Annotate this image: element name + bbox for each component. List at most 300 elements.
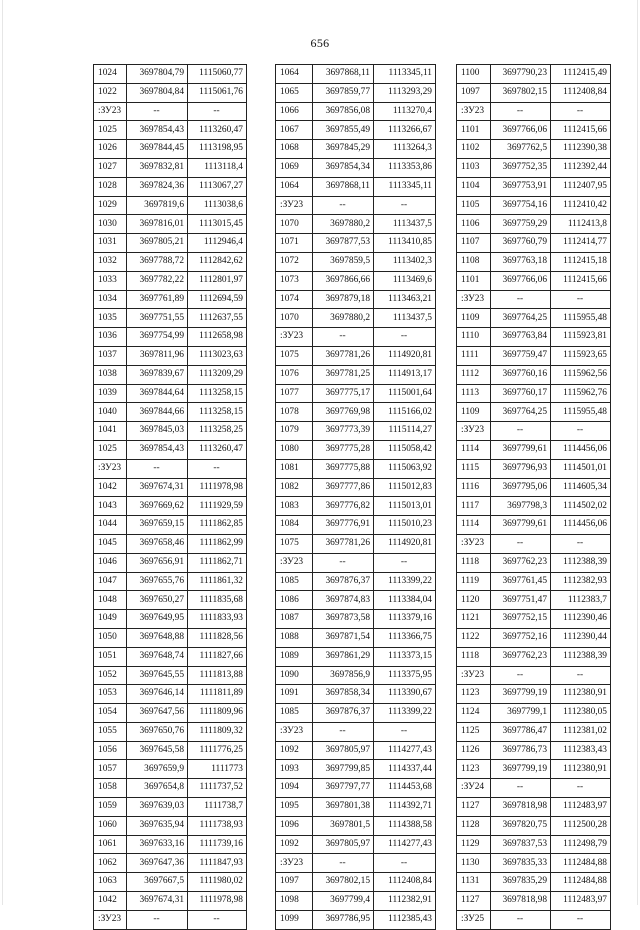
- table-row: [457, 234, 611, 253]
- x-coordinate-cell: 3697759,29: [491, 215, 551, 234]
- y-coordinate-cell: 1112390,44: [551, 628, 611, 647]
- point-number-cell: 1130: [457, 854, 491, 873]
- table-row: [94, 779, 247, 798]
- y-coordinate-cell: 1115010,23: [374, 516, 436, 535]
- y-coordinate-cell: 1113379,16: [374, 610, 436, 629]
- point-number-cell: 1045: [94, 534, 127, 553]
- table-row: [276, 121, 436, 140]
- table-row: [94, 158, 247, 177]
- point-number-cell: :ЗУ23: [457, 422, 491, 441]
- x-coordinate-cell: 3697760,17: [491, 384, 551, 403]
- x-coordinate-cell: 3697799,19: [491, 760, 551, 779]
- point-number-cell: 1123: [457, 685, 491, 704]
- table-row: [276, 628, 436, 647]
- y-coordinate-cell: 1113258,15: [188, 403, 247, 422]
- y-coordinate-cell: 1111737,52: [188, 779, 247, 798]
- point-number-cell: 1071: [276, 234, 313, 253]
- table-row: [94, 384, 247, 403]
- y-coordinate-cell: 1115955,48: [551, 403, 611, 422]
- x-coordinate-cell: 3697786,95: [313, 910, 374, 929]
- point-number-cell: 1086: [276, 591, 313, 610]
- y-coordinate-cell: 1112801,97: [188, 271, 247, 290]
- y-coordinate-cell: 1111738,7: [188, 798, 247, 817]
- table-row: [457, 760, 611, 779]
- y-coordinate-cell: 1115001,64: [374, 384, 436, 403]
- x-coordinate-cell: 3697866,66: [313, 271, 374, 290]
- x-coordinate-cell: 3697868,11: [313, 65, 374, 84]
- table-row: [457, 610, 611, 629]
- x-coordinate-cell: --: [491, 666, 551, 685]
- x-coordinate-cell: 3697818,98: [491, 892, 551, 911]
- x-coordinate-cell: 3697769,98: [313, 403, 374, 422]
- x-coordinate-cell: 3697855,49: [313, 121, 374, 140]
- y-coordinate-cell: --: [374, 553, 436, 572]
- table-row: [457, 384, 611, 403]
- y-coordinate-cell: 1113260,47: [188, 121, 247, 140]
- x-coordinate-cell: 3697761,45: [491, 572, 551, 591]
- point-number-cell: 1101: [457, 271, 491, 290]
- x-coordinate-cell: --: [491, 910, 551, 929]
- point-number-cell: 1109: [457, 403, 491, 422]
- x-coordinate-cell: 3697871,54: [313, 628, 374, 647]
- point-number-cell: :ЗУ23: [457, 102, 491, 121]
- table-row: [94, 478, 247, 497]
- table-row: [276, 760, 436, 779]
- point-number-cell: 1115: [457, 459, 491, 478]
- x-coordinate-cell: 3697659,9: [127, 760, 188, 779]
- point-number-cell: 1062: [94, 854, 127, 873]
- x-coordinate-cell: --: [313, 328, 374, 347]
- table-row: [276, 798, 436, 817]
- point-number-cell: 1041: [94, 422, 127, 441]
- y-coordinate-cell: 1112407,95: [551, 177, 611, 196]
- table-row: [94, 83, 247, 102]
- point-number-cell: 1121: [457, 610, 491, 629]
- table-row: [457, 140, 611, 159]
- x-coordinate-cell: 3697835,29: [491, 873, 551, 892]
- point-number-cell: 1066: [276, 102, 313, 121]
- point-number-cell: 1118: [457, 647, 491, 666]
- x-coordinate-cell: 3697647,36: [127, 854, 188, 873]
- coordinates-table-1: [93, 64, 247, 930]
- point-number-cell: 1097: [276, 873, 313, 892]
- y-coordinate-cell: 1114337,44: [374, 760, 436, 779]
- x-coordinate-cell: 3697773,39: [313, 422, 374, 441]
- x-coordinate-cell: --: [313, 196, 374, 215]
- x-coordinate-cell: 3697839,67: [127, 365, 188, 384]
- x-coordinate-cell: 3697858,34: [313, 685, 374, 704]
- table-row: [94, 290, 247, 309]
- y-coordinate-cell: --: [374, 722, 436, 741]
- y-coordinate-cell: 1114605,34: [551, 478, 611, 497]
- y-coordinate-cell: 1113293,29: [374, 83, 436, 102]
- table-row: [276, 816, 436, 835]
- y-coordinate-cell: 1111776,25: [188, 741, 247, 760]
- y-coordinate-cell: 1113345,11: [374, 177, 436, 196]
- table-row: [457, 873, 611, 892]
- table-row: [457, 290, 611, 309]
- point-number-cell: :ЗУ23: [457, 290, 491, 309]
- y-coordinate-cell: 1113345,11: [374, 65, 436, 84]
- table-row: [276, 666, 436, 685]
- page-edge-right: [637, 0, 638, 905]
- x-coordinate-cell: 3697880,2: [313, 309, 374, 328]
- table-row: [94, 647, 247, 666]
- y-coordinate-cell: 1111978,98: [188, 892, 247, 911]
- x-coordinate-cell: 3697674,31: [127, 478, 188, 497]
- coordinates-table-3: [456, 64, 611, 930]
- table-row: [94, 798, 247, 817]
- point-number-cell: 1090: [276, 666, 313, 685]
- table-row: [94, 234, 247, 253]
- table-row: [94, 835, 247, 854]
- y-coordinate-cell: 1112390,38: [551, 140, 611, 159]
- x-coordinate-cell: 3697879,18: [313, 290, 374, 309]
- table-row: [457, 666, 611, 685]
- table-row: [276, 854, 436, 873]
- x-coordinate-cell: 3697802,15: [491, 83, 551, 102]
- point-number-cell: :ЗУ23: [276, 328, 313, 347]
- y-coordinate-cell: --: [551, 910, 611, 929]
- point-number-cell: 1092: [276, 741, 313, 760]
- x-coordinate-cell: 3697861,29: [313, 647, 374, 666]
- point-number-cell: 1040: [94, 403, 127, 422]
- y-coordinate-cell: 1112408,84: [374, 873, 436, 892]
- y-coordinate-cell: --: [551, 422, 611, 441]
- x-coordinate-cell: 3697824,36: [127, 177, 188, 196]
- y-coordinate-cell: 1114501,01: [551, 459, 611, 478]
- point-number-cell: 1047: [94, 572, 127, 591]
- y-coordinate-cell: 1113209,29: [188, 365, 247, 384]
- table-row: [94, 591, 247, 610]
- point-number-cell: 1093: [276, 760, 313, 779]
- point-number-cell: 1131: [457, 873, 491, 892]
- point-number-cell: 1098: [276, 892, 313, 911]
- x-coordinate-cell: 3697763,84: [491, 328, 551, 347]
- table-row: [94, 140, 247, 159]
- point-number-cell: 1107: [457, 234, 491, 253]
- x-coordinate-cell: 3697832,81: [127, 158, 188, 177]
- y-coordinate-cell: 1114456,06: [551, 516, 611, 535]
- point-number-cell: 1089: [276, 647, 313, 666]
- point-number-cell: 1096: [276, 816, 313, 835]
- point-number-cell: 1114: [457, 440, 491, 459]
- table-row: [276, 704, 436, 723]
- x-coordinate-cell: --: [491, 779, 551, 798]
- x-coordinate-cell: 3697799,61: [491, 440, 551, 459]
- table-row: [276, 534, 436, 553]
- point-number-cell: 1025: [94, 440, 127, 459]
- x-coordinate-cell: 3697790,23: [491, 65, 551, 84]
- y-coordinate-cell: 1112415,18: [551, 252, 611, 271]
- point-number-cell: 1126: [457, 741, 491, 760]
- x-coordinate-cell: --: [313, 553, 374, 572]
- y-coordinate-cell: --: [551, 290, 611, 309]
- table-row: [457, 591, 611, 610]
- y-coordinate-cell: 1115923,65: [551, 346, 611, 365]
- point-number-cell: 1108: [457, 252, 491, 271]
- point-number-cell: 1091: [276, 685, 313, 704]
- y-coordinate-cell: 1113366,75: [374, 628, 436, 647]
- x-coordinate-cell: 3697751,47: [491, 591, 551, 610]
- x-coordinate-cell: --: [313, 722, 374, 741]
- point-number-cell: 1034: [94, 290, 127, 309]
- y-coordinate-cell: 1115166,02: [374, 403, 436, 422]
- y-coordinate-cell: 1112484,88: [551, 873, 611, 892]
- x-coordinate-cell: 3697816,01: [127, 215, 188, 234]
- y-coordinate-cell: 1113373,15: [374, 647, 436, 666]
- table-row: [276, 647, 436, 666]
- y-coordinate-cell: 1113118,4: [188, 158, 247, 177]
- point-number-cell: 1024: [94, 65, 127, 84]
- table-row: [94, 215, 247, 234]
- point-number-cell: 1033: [94, 271, 127, 290]
- point-number-cell: 1030: [94, 215, 127, 234]
- x-coordinate-cell: 3697655,76: [127, 572, 188, 591]
- y-coordinate-cell: 1111813,88: [188, 666, 247, 685]
- table-row: [276, 234, 436, 253]
- y-coordinate-cell: --: [551, 534, 611, 553]
- point-number-cell: 1129: [457, 835, 491, 854]
- table-row: [276, 422, 436, 441]
- point-number-cell: 1068: [276, 140, 313, 159]
- x-coordinate-cell: 3697753,91: [491, 177, 551, 196]
- x-coordinate-cell: 3697776,82: [313, 497, 374, 516]
- y-coordinate-cell: 1113258,25: [188, 422, 247, 441]
- y-coordinate-cell: 1114456,06: [551, 440, 611, 459]
- point-number-cell: 1110: [457, 328, 491, 347]
- x-coordinate-cell: 3697845,03: [127, 422, 188, 441]
- table-row: [276, 158, 436, 177]
- table-row: [94, 892, 247, 911]
- x-coordinate-cell: 3697752,35: [491, 158, 551, 177]
- table-row: [94, 328, 247, 347]
- x-coordinate-cell: 3697820,75: [491, 816, 551, 835]
- table-row: [276, 741, 436, 760]
- point-number-cell: 1104: [457, 177, 491, 196]
- point-number-cell: 1060: [94, 816, 127, 835]
- table-row: [94, 873, 247, 892]
- x-coordinate-cell: 3697658,46: [127, 534, 188, 553]
- table-row: [457, 647, 611, 666]
- table-row: [457, 102, 611, 121]
- y-coordinate-cell: 1111809,96: [188, 704, 247, 723]
- point-number-cell: :ЗУ23: [457, 534, 491, 553]
- table-row: [457, 83, 611, 102]
- x-coordinate-cell: 3697795,06: [491, 478, 551, 497]
- table-row: [276, 685, 436, 704]
- point-number-cell: 1116: [457, 478, 491, 497]
- x-coordinate-cell: 3697876,37: [313, 704, 374, 723]
- table-row: [276, 873, 436, 892]
- x-coordinate-cell: 3697854,43: [127, 121, 188, 140]
- y-coordinate-cell: 1113266,67: [374, 121, 436, 140]
- point-number-cell: :ЗУ24: [457, 779, 491, 798]
- x-coordinate-cell: --: [127, 459, 188, 478]
- table-row: [276, 83, 436, 102]
- y-coordinate-cell: 1113258,15: [188, 384, 247, 403]
- table-row: [276, 459, 436, 478]
- table-row: [276, 892, 436, 911]
- x-coordinate-cell: 3697764,25: [491, 309, 551, 328]
- point-number-cell: :ЗУ23: [94, 102, 127, 121]
- x-coordinate-cell: 3697799,85: [313, 760, 374, 779]
- y-coordinate-cell: 1113270,4: [374, 102, 436, 121]
- table-row: [94, 121, 247, 140]
- coordinates-table-2: [275, 64, 436, 930]
- y-coordinate-cell: 1115061,76: [188, 83, 247, 102]
- y-coordinate-cell: 1112946,4: [188, 234, 247, 253]
- x-coordinate-cell: 3697645,55: [127, 666, 188, 685]
- point-number-cell: 1064: [276, 65, 313, 84]
- y-coordinate-cell: 1115060,77: [188, 65, 247, 84]
- y-coordinate-cell: 1113264,3: [374, 140, 436, 159]
- table-row: [457, 346, 611, 365]
- table-row: [276, 346, 436, 365]
- x-coordinate-cell: 3697760,79: [491, 234, 551, 253]
- x-coordinate-cell: 3697648,74: [127, 647, 188, 666]
- x-coordinate-cell: 3697802,15: [313, 873, 374, 892]
- point-number-cell: 1084: [276, 516, 313, 535]
- y-coordinate-cell: --: [374, 196, 436, 215]
- table-row: [457, 65, 611, 84]
- table-row: [94, 440, 247, 459]
- y-coordinate-cell: 1115962,56: [551, 365, 611, 384]
- point-number-cell: 1059: [94, 798, 127, 817]
- table-row: [94, 516, 247, 535]
- point-number-cell: 1114: [457, 516, 491, 535]
- point-number-cell: 1119: [457, 572, 491, 591]
- y-coordinate-cell: 1111835,68: [188, 591, 247, 610]
- y-coordinate-cell: 1112415,49: [551, 65, 611, 84]
- y-coordinate-cell: 1112410,42: [551, 196, 611, 215]
- y-coordinate-cell: 1113384,04: [374, 591, 436, 610]
- x-coordinate-cell: 3697805,97: [313, 835, 374, 854]
- y-coordinate-cell: 1111861,32: [188, 572, 247, 591]
- table-row: [276, 196, 436, 215]
- point-number-cell: 1054: [94, 704, 127, 723]
- point-number-cell: 1077: [276, 384, 313, 403]
- point-number-cell: 1100: [457, 65, 491, 84]
- x-coordinate-cell: --: [127, 910, 188, 929]
- x-coordinate-cell: 3697844,45: [127, 140, 188, 159]
- x-coordinate-cell: 3697754,16: [491, 196, 551, 215]
- point-number-cell: 1067: [276, 121, 313, 140]
- x-coordinate-cell: 3697844,64: [127, 384, 188, 403]
- y-coordinate-cell: 1112388,39: [551, 647, 611, 666]
- x-coordinate-cell: 3697844,66: [127, 403, 188, 422]
- x-coordinate-cell: 3697799,1: [491, 704, 551, 723]
- table-row: [457, 553, 611, 572]
- x-coordinate-cell: 3697752,16: [491, 628, 551, 647]
- y-coordinate-cell: 1112413,8: [551, 215, 611, 234]
- table-row: [94, 252, 247, 271]
- table-row: [276, 65, 436, 84]
- x-coordinate-cell: 3697856,08: [313, 102, 374, 121]
- point-number-cell: 1085: [276, 572, 313, 591]
- y-coordinate-cell: 1112415,66: [551, 121, 611, 140]
- y-coordinate-cell: 1112385,43: [374, 910, 436, 929]
- point-number-cell: 1043: [94, 497, 127, 516]
- x-coordinate-cell: 3697798,3: [491, 497, 551, 516]
- point-number-cell: 1099: [276, 910, 313, 929]
- y-coordinate-cell: 1114920,81: [374, 534, 436, 553]
- point-number-cell: 1053: [94, 685, 127, 704]
- table-row: [457, 816, 611, 835]
- table-row: [94, 365, 247, 384]
- y-coordinate-cell: 1112694,59: [188, 290, 247, 309]
- point-number-cell: 1056: [94, 741, 127, 760]
- table-row: [457, 459, 611, 478]
- table-row: [457, 403, 611, 422]
- table-row: [276, 779, 436, 798]
- table-row: [94, 422, 247, 441]
- x-coordinate-cell: 3697781,26: [313, 346, 374, 365]
- table-row: [276, 610, 436, 629]
- table-row: [457, 704, 611, 723]
- table-row: [457, 309, 611, 328]
- x-coordinate-cell: 3697633,16: [127, 835, 188, 854]
- y-coordinate-cell: 1111978,98: [188, 478, 247, 497]
- y-coordinate-cell: 1115114,27: [374, 422, 436, 441]
- x-coordinate-cell: 3697667,5: [127, 873, 188, 892]
- y-coordinate-cell: 1113015,45: [188, 215, 247, 234]
- x-coordinate-cell: 3697801,38: [313, 798, 374, 817]
- point-number-cell: 1087: [276, 610, 313, 629]
- x-coordinate-cell: 3697760,16: [491, 365, 551, 384]
- x-coordinate-cell: 3697805,21: [127, 234, 188, 253]
- x-coordinate-cell: 3697766,06: [491, 121, 551, 140]
- point-number-cell: 1052: [94, 666, 127, 685]
- table-row: [94, 610, 247, 629]
- y-coordinate-cell: 1112500,28: [551, 816, 611, 835]
- x-coordinate-cell: 3697781,25: [313, 365, 374, 384]
- point-number-cell: 1070: [276, 309, 313, 328]
- x-coordinate-cell: 3697880,2: [313, 215, 374, 234]
- point-number-cell: 1103: [457, 158, 491, 177]
- x-coordinate-cell: 3697873,58: [313, 610, 374, 629]
- y-coordinate-cell: 1113260,47: [188, 440, 247, 459]
- table-row: [276, 309, 436, 328]
- table-row: [276, 591, 436, 610]
- y-coordinate-cell: 1113038,6: [188, 196, 247, 215]
- point-number-cell: 1032: [94, 252, 127, 271]
- point-number-cell: 1112: [457, 365, 491, 384]
- table-row: [276, 835, 436, 854]
- table-row: [276, 516, 436, 535]
- x-coordinate-cell: 3697635,94: [127, 816, 188, 835]
- table-row: [276, 328, 436, 347]
- point-number-cell: 1048: [94, 591, 127, 610]
- table-row: [276, 910, 436, 929]
- point-number-cell: 1042: [94, 892, 127, 911]
- table-row: [276, 365, 436, 384]
- table-row: [457, 516, 611, 535]
- point-number-cell: 1106: [457, 215, 491, 234]
- y-coordinate-cell: 1112637,55: [188, 309, 247, 328]
- point-number-cell: 1026: [94, 140, 127, 159]
- point-number-cell: 1118: [457, 553, 491, 572]
- x-coordinate-cell: 3697854,43: [127, 440, 188, 459]
- y-coordinate-cell: 1112392,44: [551, 158, 611, 177]
- point-number-cell: 1082: [276, 478, 313, 497]
- table-row: [457, 121, 611, 140]
- point-number-cell: 1124: [457, 704, 491, 723]
- y-coordinate-cell: 1112484,88: [551, 854, 611, 873]
- x-coordinate-cell: 3697782,22: [127, 271, 188, 290]
- y-coordinate-cell: 1112380,91: [551, 685, 611, 704]
- point-number-cell: 1076: [276, 365, 313, 384]
